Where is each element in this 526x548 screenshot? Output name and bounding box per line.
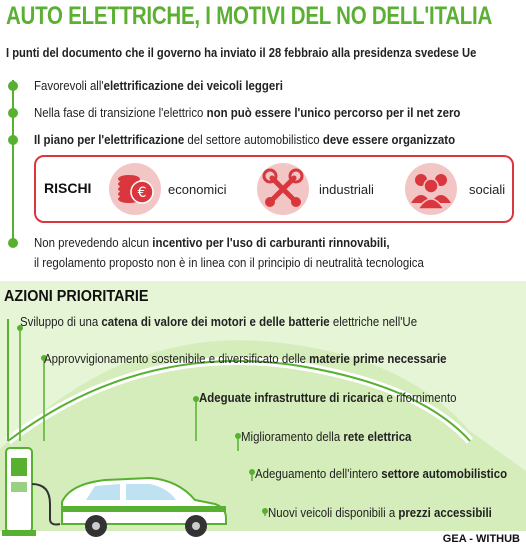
azione-bold: catena di valore dei motori e delle batterie [101,314,330,329]
azione-3 [199,390,456,405]
wrenches-icon [257,163,309,215]
azione-bold: prezzi accessibili [398,505,492,520]
point-text: del settore automobilistico [184,132,323,147]
point-text: Favorevoli all' [34,78,104,93]
timeline-line [12,80,14,245]
point-4-line2: il regolamento proposto non è in linea con il principio di neutralità tecnologica [34,255,424,270]
point-text: Non prevedendo alcun [34,235,153,250]
risk-label-economici: economici [168,182,227,197]
risks-title: RISCHI [44,180,92,196]
azione-text: Miglioramento della [241,429,344,444]
svg-text:€: € [137,185,147,201]
point-text: Nella fase di transizione l'elettrico [34,105,207,120]
azione-1 [20,314,417,329]
point-1 [34,78,283,93]
charging-car-illustration [0,444,230,540]
page-title: AUTO ELETTRICHE, I MOTIVI DEL NO DELL'ITALIA [6,2,493,30]
euro-coins-icon [109,163,161,215]
azioni-title: AZIONI PRIORITARIE [4,288,149,305]
azione-text: Sviluppo di una [20,314,102,329]
credit: GEA - WITHUB [442,533,520,545]
azione-text: Adeguamento dell'intero [255,466,382,481]
point-bold: elettrificazione dei veicoli leggeri [103,78,283,93]
azione-bold: materie prime necessarie [309,351,447,366]
point-bold: Il piano per l'elettrificazione [34,132,185,147]
azione-bold: Adeguate infrastrutture di ricarica [199,390,384,405]
azione-text: Approvvigionamento sostenibile e diversificato delle [44,351,310,366]
people-icon [405,163,457,215]
azione-text: e rifornimento [383,390,457,405]
timeline-dot [8,238,18,248]
point-2 [34,105,460,120]
point-4 [34,235,390,250]
azione-text: Nuovi veicoli disponibili a [268,505,399,520]
azione-6 [268,505,492,520]
azione-5 [255,466,507,481]
risks-box [34,155,514,223]
azione-bold: settore automobilistico [381,466,508,481]
azione-4 [241,429,411,444]
azione-bold: rete elettrica [343,429,412,444]
timeline-dot [8,135,18,145]
risk-label-sociali: sociali [469,182,506,197]
point-bold: incentivo per l'uso di carburanti rinnovabili, [152,235,390,250]
point-3 [34,132,455,147]
timeline-dot [8,108,18,118]
azione-2 [44,351,447,366]
point-bold: non può essere l'unico percorso per il net zero [206,105,461,120]
page-subtitle: I punti del documento che il governo ha inviato il 28 febbraio alla presidenza svedese Ue [6,45,477,60]
azione-text: elettriche nell'Ue [329,314,418,329]
risk-label-industriali: industriali [319,182,374,197]
point-bold: deve essere organizzato [322,132,456,147]
timeline-dot [8,81,18,91]
